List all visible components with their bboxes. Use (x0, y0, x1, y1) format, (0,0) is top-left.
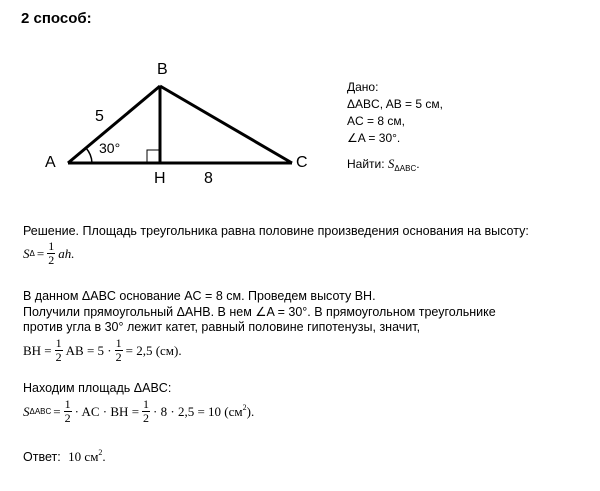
f3-eq: = (53, 403, 61, 419)
vertex-c-label: C (296, 154, 308, 171)
f2-den2: 2 (115, 350, 122, 364)
find-end: . (416, 157, 420, 171)
right-angle-marker (147, 150, 160, 163)
given-block (347, 79, 443, 177)
f2-left: BH = (23, 342, 52, 358)
given-line-2: AC = 8 см, (347, 114, 405, 128)
angle-a-value: 30° (99, 140, 121, 156)
f1-den: 2 (48, 253, 55, 267)
f2-den1: 2 (55, 350, 62, 364)
f1-tail: ah. (58, 245, 75, 261)
f1-fraction (47, 240, 55, 267)
answer-label: Ответ: (23, 450, 61, 464)
paragraph-2-line-2: Получили прямоугольный ΔAHB. В нем ∠A = 30°. В прямоугольном треугольнике (23, 305, 496, 319)
answer-value: 10 см (68, 449, 99, 464)
f1-sub: Δ (29, 249, 35, 258)
given-title: Дано: (347, 80, 379, 94)
section-heading: 2 способ: (21, 10, 92, 27)
f3-mid: · AC · BH = (74, 403, 140, 419)
paragraph-3: Находим площадь ΔABC: (23, 381, 172, 395)
f2-tail: = 2,5 (см). (125, 342, 182, 358)
answer-sup: 2 (98, 448, 103, 457)
given-line-3: ∠A = 30°. (347, 131, 401, 145)
paragraph-2-line-3: против угла в 30° лежит катет, равный половине гипотенузы, значит, (23, 320, 421, 334)
f1-eq: = (36, 245, 45, 261)
f1-s: S (23, 245, 30, 261)
f2-num1: 1 (55, 336, 62, 350)
find-label: Найти: (347, 157, 385, 171)
f2-num2: 1 (115, 336, 122, 350)
f3-tail (153, 403, 254, 420)
f3-fraction-2 (142, 398, 150, 425)
f2-mid: AB = 5 · (65, 342, 112, 358)
solution-intro: Решение. Площадь треугольника равна половине произведения основания на высоту: (23, 224, 529, 238)
foot-h-label: H (154, 170, 166, 187)
f3-fraction-1 (64, 398, 72, 425)
f3-sub: ΔABC (29, 407, 52, 416)
f3-end: ). (246, 404, 255, 419)
f3-den2: 2 (143, 411, 150, 425)
bh-formula (23, 337, 182, 364)
f3-tail-text: · 8 · 2,5 = 10 (см (153, 404, 243, 419)
vertex-a-label: A (45, 154, 56, 171)
find-area-symbol: S (387, 156, 395, 171)
f1-num: 1 (48, 239, 55, 253)
f3-num1: 1 (64, 397, 71, 411)
area-formula (23, 240, 74, 267)
f3-den1: 2 (64, 411, 71, 425)
given-line-1: ΔABC, AB = 5 см, (347, 97, 443, 111)
f2-fraction-2 (115, 337, 123, 364)
angle-a-arc (86, 148, 92, 163)
find-line (347, 155, 443, 177)
answer-end: . (102, 449, 106, 464)
segment-hc-length: 8 (204, 170, 213, 187)
paragraph-2-line-1: В данном ΔABC основание AC = 8 см. Проведем высоту BH. (23, 289, 376, 303)
triangle-figure (0, 0, 600, 200)
f3-sup: 2 (242, 403, 247, 412)
f3-num2: 1 (143, 397, 150, 411)
area-result-formula (23, 398, 254, 425)
vertex-b-label: B (157, 61, 168, 78)
answer-line (23, 448, 106, 465)
find-area-subscript: ΔABC (394, 164, 417, 173)
f2-fraction-1 (55, 337, 63, 364)
side-bc-line (160, 86, 292, 163)
f3-s: S (23, 403, 30, 419)
answer-value-wrap (68, 449, 106, 464)
side-ab-length: 5 (95, 108, 104, 125)
